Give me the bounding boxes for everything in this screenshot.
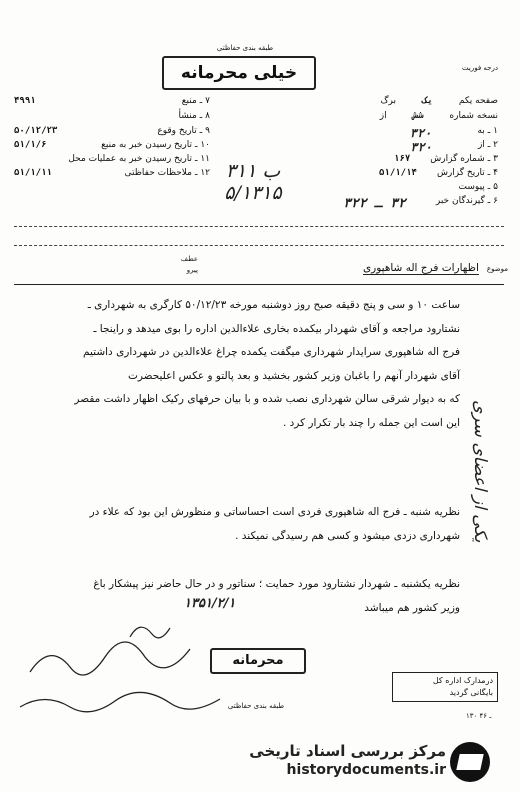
right-fields xyxy=(266,96,498,210)
body-date: ۱۳۵۱/۲/۱ xyxy=(184,596,236,611)
divider xyxy=(14,245,504,246)
handwritten-annotation xyxy=(218,160,288,204)
watermark-url: historydocuments.ir xyxy=(286,762,446,778)
classification-stamp-text: محرمانه xyxy=(232,653,284,668)
field-row xyxy=(14,140,210,154)
field-row xyxy=(266,196,498,210)
field-row xyxy=(266,140,498,154)
watermark xyxy=(230,740,510,784)
field-label: برگ xyxy=(380,96,396,106)
field-label: صفحه یکم xyxy=(458,96,498,106)
field-row xyxy=(14,168,210,182)
handwritten-line: ۵/۱۳۱۵ xyxy=(224,182,282,204)
field-row xyxy=(266,154,498,168)
field-row xyxy=(266,182,498,196)
classification-label-bottom: طبقه بندی حفاظتی xyxy=(227,702,285,710)
field-value: ۵۰/۱۲/۲۳ xyxy=(14,126,58,136)
field-label: ۶ ـ گیرندگان خبر xyxy=(435,196,498,206)
field-row xyxy=(14,111,210,126)
body-line: نظریه شنبه ـ فرج اله شاهپوری فردی است احساساتی و منظورش این بود که علاء در xyxy=(89,506,460,518)
priority-label: درجه فوریت xyxy=(462,64,498,72)
body-line: وزیر کشور هم میباشد xyxy=(364,602,460,614)
field-label: ۱۰ ـ تاریخ رسیدن خبر به منبع xyxy=(101,140,210,150)
field-row xyxy=(266,111,498,126)
watermark-title: مرکز بررسی اسناد تاریخی xyxy=(249,742,446,760)
left-fields xyxy=(14,96,210,182)
body-line: فرج اله شاهپوری سرایدار شهرداری میگفت یکمده چراغ علاءالدین در شهرداری داشتیم xyxy=(83,346,460,358)
field-value: ۴۹۹۱ xyxy=(14,96,36,106)
field-value: ۵۱/۱/۱۴ xyxy=(379,168,417,178)
field-label: ۵ ـ پیوست xyxy=(458,182,498,192)
field-label: ۹ ـ تاریخ وقوع xyxy=(157,126,210,136)
field-value: ۳۲۰ xyxy=(410,140,432,154)
reference-labels xyxy=(158,254,198,276)
body-line: نظریه یکشنبه ـ شهردار نشتارود مورد حمایت ؛ سناتور و در حال حاضر نیز پیشکار باغ xyxy=(93,578,460,590)
field-value: ۱۶۷ xyxy=(394,154,411,164)
archive-box xyxy=(392,672,498,702)
field-label: ۲ ـ از xyxy=(477,140,498,150)
field-value: ۳۲۰ xyxy=(409,126,432,140)
field-row xyxy=(14,96,210,111)
classification-label-top: طبقه بندی حفاظتی xyxy=(216,44,274,52)
subject-row xyxy=(363,262,508,275)
field-label: ۷ ـ منبع xyxy=(181,96,210,106)
opinion-1 xyxy=(40,500,460,548)
body-line: شهرداری دزدی میشود و کسی هم رسیدگی نمیکند . xyxy=(235,530,460,542)
field-label: ۴ ـ تاریخ گزارش xyxy=(436,168,498,178)
field-label: ۱۱ ـ تاریخ رسیدن خبر به عملیات محل xyxy=(68,154,210,164)
classification-stamp-text: خیلی محرمانه xyxy=(180,63,298,83)
field-label: نسخه شماره xyxy=(449,111,498,121)
archive-box-line: بایگانی گردید xyxy=(449,688,493,697)
divider xyxy=(14,226,504,227)
form-number: ۱۳۰ ـ ۴۶ xyxy=(466,712,492,720)
field-label: ۱۲ ـ ملاحظات حفاظتی xyxy=(124,168,210,178)
field-value: ۵۱/۱/۶ xyxy=(14,140,47,150)
field-row xyxy=(14,154,210,168)
body-line: ساعت ۱۰ و سی و پنج دقیقه صبح روز دوشنبه مورخه ۵۰/۱۲/۲۳ کارگری به شهرداری ـ xyxy=(87,299,460,311)
field-value: شش xyxy=(412,111,424,121)
field-row xyxy=(266,168,498,182)
subject-label: موضوع xyxy=(486,264,508,273)
handwritten-signature xyxy=(10,612,240,732)
reference-label: عطف xyxy=(180,255,198,263)
field-label: از xyxy=(379,111,387,121)
field-label: ۳ ـ شماره گزارش xyxy=(430,154,498,164)
body-line: آقای شهردار آنهم را باغبان وزیر کشور بخشید و بعد پالتو و عکس اعلیحضرت xyxy=(127,369,460,382)
field-row xyxy=(266,126,498,140)
field-label: ۱ ـ به xyxy=(477,126,498,136)
classification-stamp-top xyxy=(162,56,316,90)
field-row xyxy=(266,96,498,111)
body-line: نشتارود مراجعه و آقای شهردار بیکمده بخاری علاءالدین اداره را بوی میدهد و راینجا ـ xyxy=(93,322,460,335)
field-value: ۵۱/۱/۱۱ xyxy=(14,168,52,178)
subject-value: اظهارات فرج اله شاهپوری xyxy=(362,262,479,274)
reference-label: پیرو xyxy=(186,266,198,274)
field-value: یک xyxy=(422,96,433,106)
body-line: این است این جمله را چند بار تکرار کرد . xyxy=(282,416,460,429)
body-text xyxy=(40,294,460,435)
divider xyxy=(14,284,504,285)
archive-logo-icon xyxy=(450,742,490,782)
field-label: ۸ ـ منشأ xyxy=(178,111,210,121)
margin-handwriting: یکی از اعضای سری xyxy=(470,400,490,543)
field-row xyxy=(14,126,210,140)
body-line: که به دیوار شرقی سالن شهرداری نصب شده و با بیان حرفهای رکیک اظهار داشت مقصر xyxy=(74,393,460,405)
field-value: ۳۲ ـ ۳۲۲ xyxy=(343,196,406,211)
handwritten-line: ۳۱۱ ب xyxy=(225,160,281,182)
archive-box-line: درمدارک اداره کل xyxy=(432,676,493,685)
